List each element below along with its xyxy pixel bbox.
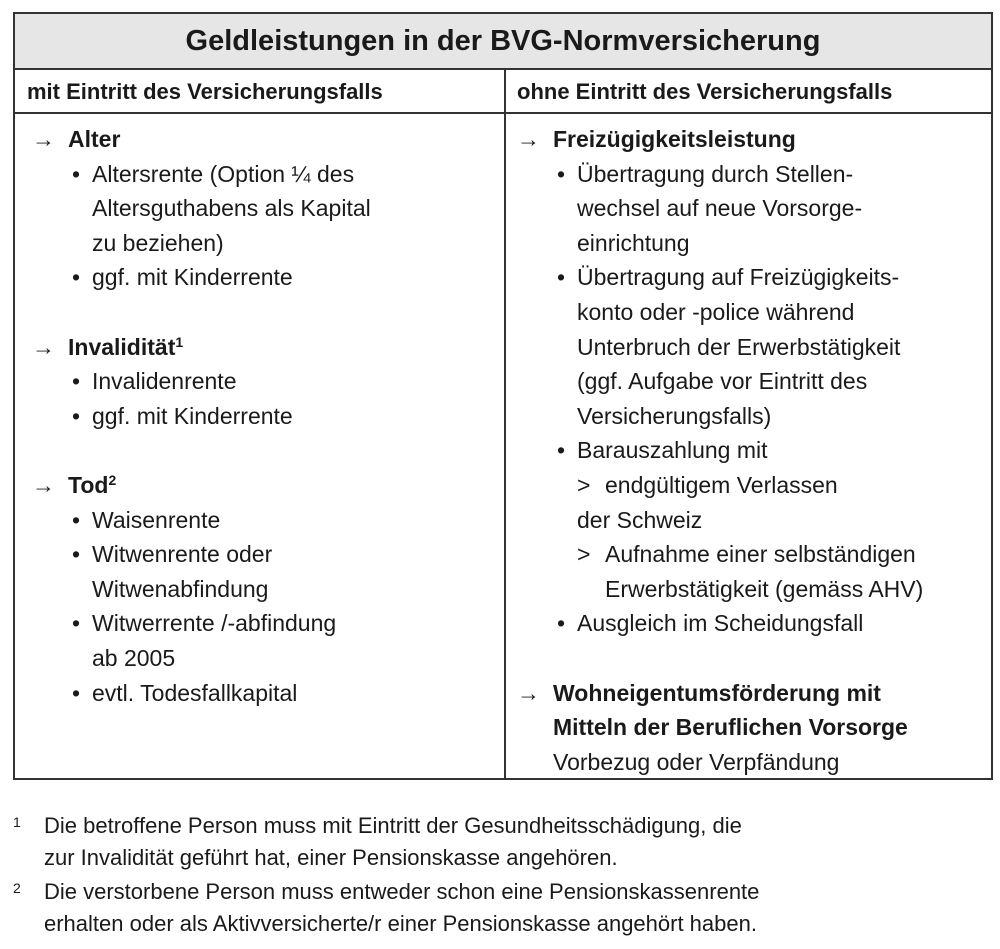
section-invaliditaet: → Invalidität$^1$ — [32, 330, 492, 365]
list-item-cont: wechsel auf neue Vorsorge- — [577, 195, 863, 222]
list-item-cont: Versicherungsfalls) — [577, 402, 772, 429]
list-item-cont: konto oder -police während — [577, 298, 855, 325]
list-item: • Waisenrente — [32, 503, 492, 538]
list-item: • Ausgleich im Scheidungsfall — [517, 606, 987, 641]
footnote-ref: 1 — [175, 333, 184, 350]
section-wohneigentum: → Wohneigentumsförderung mit — [517, 676, 987, 711]
gt-marker: > — [577, 541, 591, 568]
list-item: • Invalidenrente — [32, 364, 492, 399]
section-tod: → Tod$^2$ — [32, 468, 492, 503]
list-item: • Altersrente (Option ¼ des — [32, 157, 492, 192]
list-item-cont: ab 2005 — [92, 644, 176, 671]
column-divider — [504, 70, 506, 778]
footnote-number: 2 — [13, 880, 21, 896]
list-item-cont: Witwenabfindung — [92, 575, 269, 602]
sub-item: > endgültigem Verlassen — [517, 468, 987, 503]
arrow-right-icon: → — [32, 126, 55, 152]
footnote-2: 2 Die verstorbene Person muss entweder schon eine Pensionskassenrente erhalten oder als Aktivversicherte/r einer Pensionskasse angehört haben. — [13, 876, 759, 940]
list-item: • Barauszahlung mit — [517, 433, 987, 468]
header-right: ohne Eintritt des Versicherungsfalls — [505, 70, 991, 114]
table-title: Geldleistungen in der BVG-Normversicherung — [15, 14, 991, 70]
list-item-cont: Altersguthabens als Kapital — [92, 195, 371, 222]
header-left: mit Eintritt des Versicherungsfalls — [15, 70, 505, 114]
list-item-cont: Unterbruch der Erwerbstätigkeit — [577, 333, 901, 360]
list-item: • Übertragung durch Stellen- — [517, 157, 987, 192]
footnote-number: 1 — [13, 814, 21, 830]
section-wohneigentum-cont: Mitteln der Beruflichen Vorsorge — [553, 714, 908, 741]
list-item: • Übertragung auf Freizügigkeits- — [517, 260, 987, 295]
sub-item: > Aufnahme einer selbständigen — [517, 537, 987, 572]
arrow-right-icon: → — [32, 333, 55, 360]
list-item-cont: einrichtung — [577, 229, 690, 256]
list-item: • Witwerrente /-abfindung — [32, 606, 492, 641]
arrow-right-icon: → — [32, 471, 55, 498]
list-item: • evtl. Todesfallkapital — [32, 676, 492, 711]
list-item: • ggf. mit Kinderrente — [32, 399, 492, 434]
gt-marker: > — [577, 471, 591, 498]
arrow-right-icon: → — [517, 126, 540, 152]
list-item-cont: (ggf. Aufgabe vor Eintritt des — [577, 368, 868, 395]
sub-item-cont: Erwerbstätigkeit (gemäss AHV) — [605, 575, 924, 602]
section-freizuegigkeit: → Freizügigkeitsleistung — [517, 122, 987, 157]
list-item-cont: zu beziehen) — [92, 229, 224, 256]
sub-item-cont: der Schweiz — [577, 506, 703, 533]
left-column — [32, 114, 492, 710]
benefits-table — [13, 12, 993, 780]
list-item: • ggf. mit Kinderrente — [32, 260, 492, 295]
wohneigentum-text: Vorbezug oder Verpfändung — [553, 748, 840, 775]
right-column — [517, 114, 987, 779]
footnote-1: 1 Die betroffene Person muss mit Eintritt der Gesundheitsschädigung, die zur Invalidität geführt hat, einer Pensionskasse angehören. — [13, 810, 742, 874]
section-alter: → Alter — [32, 122, 492, 157]
arrow-right-icon: → — [517, 679, 540, 706]
footnote-ref: 2 — [108, 471, 117, 488]
list-item: • Witwenrente oder — [32, 537, 492, 572]
